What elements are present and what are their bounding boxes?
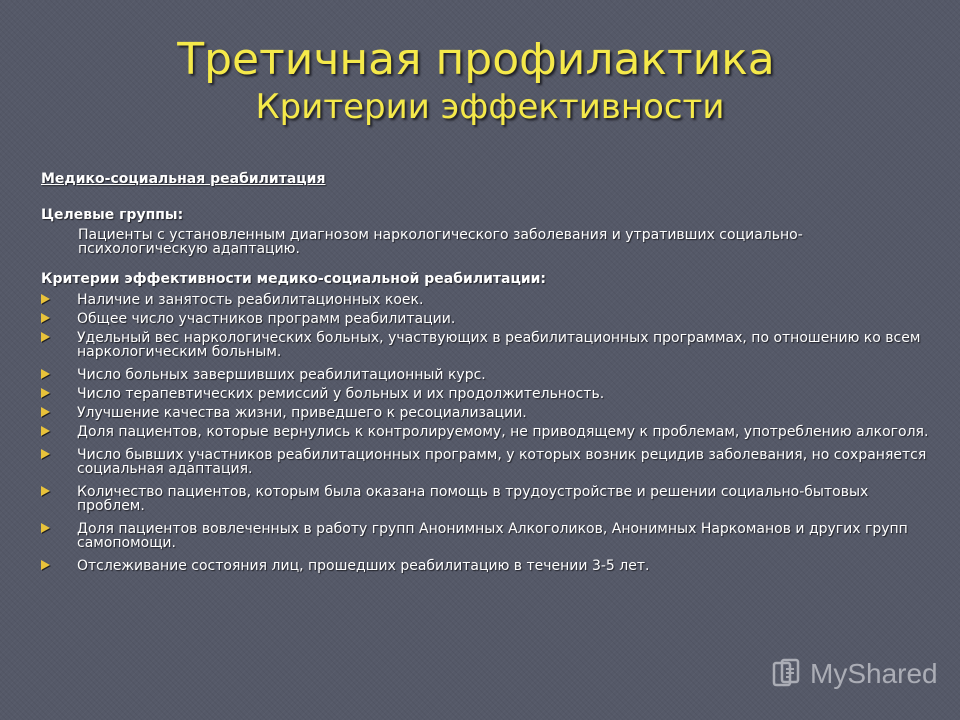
- criteria-item-text: Число больных завершивших реабилитационный курс.: [77, 367, 486, 383]
- bullet-arrow-icon: [41, 426, 50, 436]
- criteria-item: [41, 522, 931, 550]
- criteria-item: [41, 406, 931, 420]
- target-groups-text: Пациенты с установленным диагнозом наркологического заболевания и утративших социально-психологическую адаптацию.: [78, 227, 803, 257]
- criteria-item-text: Доля пациентов вовлеченных в работу групп Анонимных Алкоголиков, Анонимных Наркоманов и других групп самопомощи.: [77, 521, 908, 551]
- criteria-item: [41, 448, 931, 476]
- section-title: Медико-социальная реабилитация: [41, 171, 326, 187]
- criteria-list: [41, 293, 931, 573]
- criteria-item: [41, 559, 931, 573]
- slide-title: Третичная профилактика: [177, 34, 775, 85]
- criteria-item-text: Общее число участников программ реабилитации.: [77, 311, 456, 327]
- criteria-item-text: Улучшение качества жизни, приведшего к ресоциализации.: [77, 405, 527, 421]
- slide-subtitle: Критерии эффективности: [255, 87, 725, 127]
- criteria-item: [41, 425, 931, 439]
- target-groups-heading: Целевые группы:: [41, 207, 184, 223]
- criteria-item-text: Удельный вес наркологических больных, участвующих в реабилитационных программах, по отношению ко всем наркологическим больным.: [77, 330, 921, 360]
- criteria-item-text: Наличие и занятость реабилитационных коек.: [77, 292, 424, 308]
- watermark: [770, 656, 938, 692]
- bullet-arrow-icon: [41, 369, 50, 379]
- bullet-arrow-icon: [41, 294, 50, 304]
- criteria-item-text: Отслеживание состояния лиц, прошедших реабилитацию в течении 3-5 лет.: [77, 558, 650, 574]
- criteria-heading: Критерии эффективности медико-социальной реабилитации:: [41, 271, 547, 287]
- criteria-item: [41, 293, 931, 307]
- bullet-arrow-icon: [41, 449, 50, 459]
- criteria-item: [41, 312, 931, 326]
- watermark-text: MyShared: [810, 658, 938, 689]
- myshared-logo-icon: [770, 657, 804, 691]
- bullet-arrow-icon: [41, 407, 50, 417]
- criteria-item: [41, 331, 931, 359]
- slide-content: [41, 170, 931, 573]
- criteria-item-text: Доля пациентов, которые вернулись к контролируемому, не приводящему к проблемам, употреблению алкоголя.: [77, 424, 929, 440]
- bullet-arrow-icon: [41, 388, 50, 398]
- title-block: [0, 34, 960, 128]
- bullet-arrow-icon: [41, 486, 50, 496]
- bullet-arrow-icon: [41, 313, 50, 323]
- criteria-item-text: Число бывших участников реабилитационных программ, у которых возник рецидив заболевания, но сохраняется социальная адаптация.: [77, 447, 927, 477]
- criteria-item: [41, 485, 931, 513]
- bullet-arrow-icon: [41, 560, 50, 570]
- criteria-item: [41, 387, 931, 401]
- bullet-arrow-icon: [41, 523, 50, 533]
- bullet-arrow-icon: [41, 332, 50, 342]
- criteria-item-text: Число терапевтических ремиссий у больных и их продолжительность.: [77, 386, 605, 402]
- criteria-item-text: Количество пациентов, которым была оказана помощь в трудоустройстве и решении социально-бытовых проблем.: [77, 484, 869, 514]
- criteria-item: [41, 368, 931, 382]
